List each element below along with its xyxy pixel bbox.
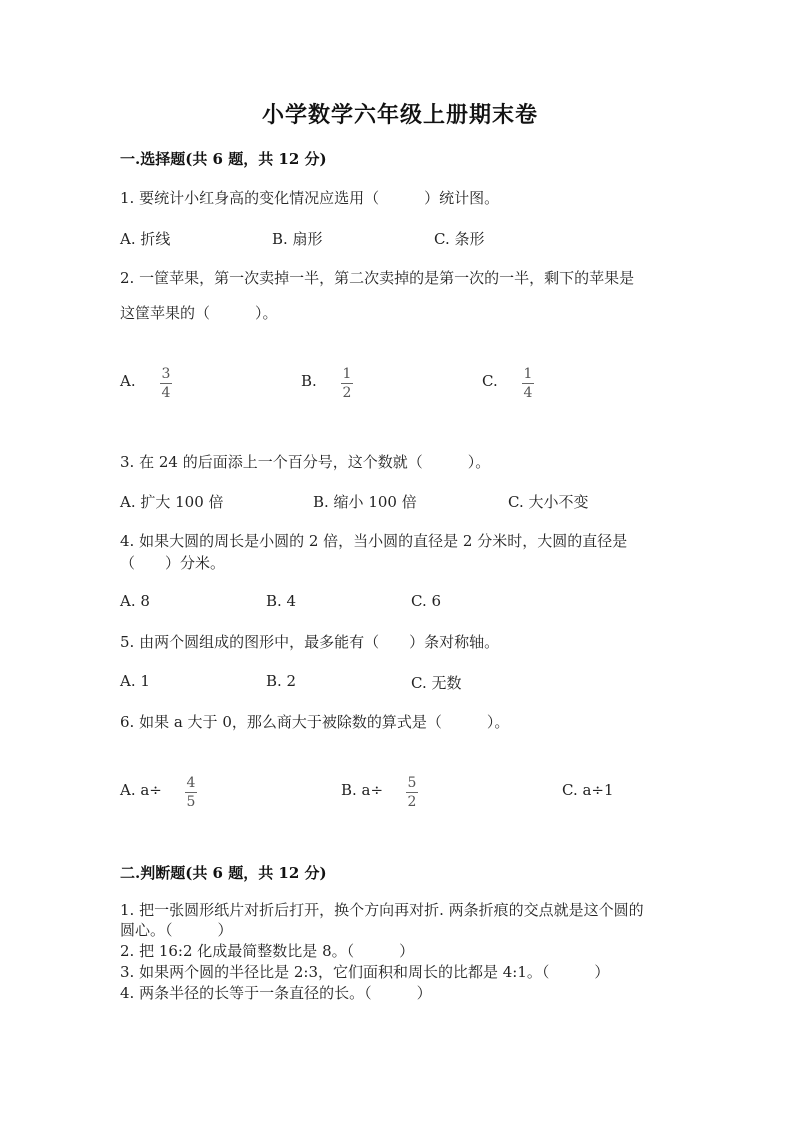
q1-option-a: A. 折线	[120, 230, 171, 248]
q6-option-b-prefix: B. a÷	[341, 781, 384, 799]
q1-option-b: B. 扇形	[272, 230, 323, 248]
q5-option-b: B. 2	[266, 672, 297, 690]
page-title: 小学数学六年级上册期末卷	[261, 102, 538, 128]
question-6: 6. 如果 a 大于 0，那么商大于被除数的算式是（ ）。	[120, 713, 510, 731]
q5-option-c: C. 无数	[411, 674, 462, 692]
fraction-numerator: 4	[186, 775, 196, 791]
q6-option-a-prefix: A. a÷	[120, 781, 162, 799]
section-heading-choice: 一.选择题(共 6 题，共 12 分)	[120, 150, 327, 168]
q2-option-c-prefix: C.	[482, 372, 498, 390]
q6-option-b-fraction	[406, 775, 418, 810]
judgment-item: 圆心。（ ）	[120, 921, 233, 939]
question-5: 5. 由两个圆组成的图形中，最多能有（ ）条对称轴。	[120, 633, 500, 651]
q6-option-a-fraction	[185, 775, 197, 810]
question-1: 1. 要统计小红身高的变化情况应选用（ ）统计图。	[120, 189, 500, 207]
q3-option-c: C. 大小不变	[508, 493, 589, 511]
fraction-numerator: 5	[407, 775, 417, 791]
question-2-line2: 这筐苹果的（ ）。	[120, 304, 278, 322]
fraction-numerator: 1	[523, 366, 533, 382]
q4-option-b: B. 4	[266, 592, 297, 610]
fraction-bar	[341, 383, 353, 384]
q2-option-a-prefix: A.	[120, 372, 136, 390]
fraction-denominator: 5	[186, 794, 196, 810]
q2-option-b-prefix: B.	[301, 372, 317, 390]
q1-option-c: C. 条形	[434, 230, 485, 248]
judgment-item: 1. 把一张圆形纸片对折后打开，换个方向再对折. 两条折痕的交点就是这个圆的	[120, 901, 644, 919]
section-heading-judgment: 二.判断题(共 6 题，共 12 分)	[120, 864, 327, 882]
fraction-bar	[522, 383, 534, 384]
q2-option-b-fraction	[341, 366, 353, 401]
fraction-bar	[185, 792, 197, 793]
q5-option-a: A. 1	[120, 672, 150, 690]
judgment-item: 4. 两条半径的长等于一条直径的长。（ ）	[120, 984, 432, 1002]
fraction-denominator: 2	[407, 794, 417, 810]
fraction-numerator: 3	[161, 366, 171, 382]
fraction-denominator: 4	[161, 385, 171, 401]
question-2-line1: 2. 一筐苹果，第一次卖掉一半，第二次卖掉的是第一次的一半，剩下的苹果是	[120, 269, 635, 287]
q4-option-c: C. 6	[411, 592, 442, 610]
fraction-denominator: 4	[523, 385, 533, 401]
q3-option-b: B. 缩小 100 倍	[313, 493, 417, 511]
q2-option-a-fraction	[160, 366, 172, 401]
judgment-item: 2. 把 16:2 化成最简整数比是 8。（ ）	[120, 942, 415, 960]
q4-option-a: A. 8	[120, 592, 150, 610]
question-4-line2: （ ）分米。	[120, 554, 226, 572]
fraction-bar	[160, 383, 172, 384]
judgment-item: 3. 如果两个圆的半径比是 2:3，它们面积和周长的比都是 4:1。（ ）	[120, 963, 610, 981]
fraction-denominator: 2	[342, 385, 352, 401]
question-4-line1: 4. 如果大圆的周长是小圆的 2 倍，当小圆的直径是 2 分米时，大圆的直径是	[120, 532, 628, 550]
fraction-bar	[406, 792, 418, 793]
fraction-numerator: 1	[342, 366, 352, 382]
question-3: 3. 在 24 的后面添上一个百分号，这个数就（ ）。	[120, 453, 491, 471]
q2-option-c-fraction	[522, 366, 534, 401]
q3-option-a: A. 扩大 100 倍	[120, 493, 224, 511]
q6-option-c: C. a÷1	[562, 781, 614, 799]
